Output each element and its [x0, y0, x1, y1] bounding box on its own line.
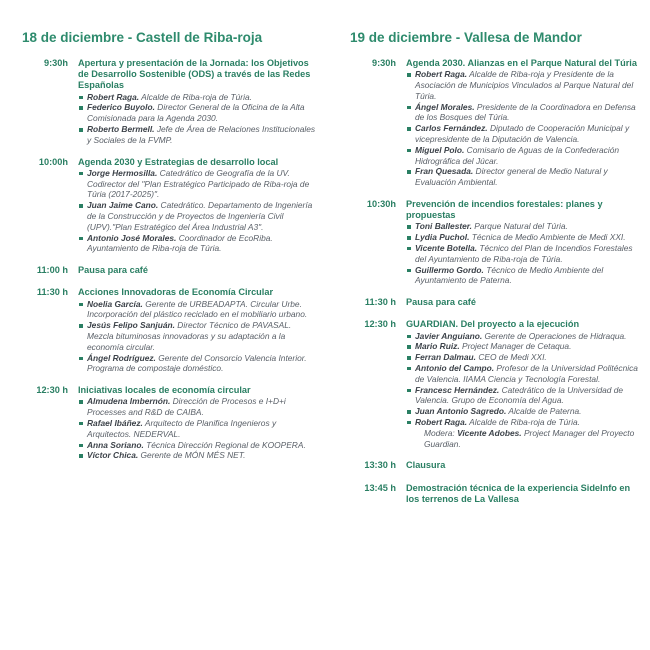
session: [350, 319, 642, 449]
speaker-role: Técnico del Plan de Incendios Forestales del Ayuntamiento de Riba-roja de Túria.: [415, 242, 633, 264]
speaker: [78, 168, 320, 200]
speaker-role: Gerente de Operaciones de Hidraqua.: [484, 330, 627, 341]
speaker-name: Francesc Hernández.: [415, 384, 500, 395]
speaker-role: Profesor de la Universidad Politécnica de Valencia. IIAMA Ciencia y Tecnología Forestal.: [415, 362, 638, 384]
moderator: [406, 428, 642, 450]
speaker-name: Antonio del Campo.: [415, 362, 495, 373]
session-time: 10:30h: [366, 198, 396, 209]
session-title: GUARDIAN. Del proyecto a la ejecución: [406, 319, 580, 330]
speaker: [406, 243, 642, 265]
session-break: [350, 297, 642, 308]
session-time: 11:30 h: [36, 287, 68, 298]
speaker: [78, 124, 320, 146]
session-time: 13:30 h: [364, 460, 396, 471]
session-title: Agenda 2030. Alianzas en el Parque Natural del Túria: [406, 58, 637, 68]
session-time: 11:30 h: [364, 297, 396, 308]
speaker-role: Dirección de Procesos e I+D+i Processes and R&D de CAIBA.: [87, 396, 286, 418]
session-time: 11:00 h: [36, 265, 68, 276]
speaker-role: Jefe de Área de Relaciones Institucionales y Sociales de la FVMP.: [87, 124, 316, 145]
speaker-name: Fran Quesada.: [415, 166, 474, 177]
speaker-name: Lydia Puchol.: [415, 232, 470, 243]
session-title: Acciones Innovadoras de Economía Circular: [78, 287, 274, 298]
session-time: 9:30h: [371, 58, 396, 68]
speaker-role: Técnico de Medio Ambiente del Ayuntamiento de Paterna.: [415, 264, 604, 286]
speaker-role: Director General de la Oficina de la Alta Comisionada para la Agenda 2030.: [87, 102, 305, 124]
speaker: [406, 331, 642, 342]
session: [22, 58, 320, 146]
session-title: Demostración técnica de la experiencia SideInfo en los terrenos de La Vallesa: [406, 482, 631, 504]
session-time: 10:00h: [38, 156, 68, 167]
speaker-name: Rafael Ibáñez.: [87, 417, 143, 428]
session: [350, 460, 642, 471]
speaker-name: Jesús Felipo Sanjuán.: [87, 320, 175, 331]
speaker-role: Alcalde de Riba-roja de Túria.: [141, 91, 252, 102]
speaker-name: Carlos Fernández.: [415, 123, 488, 134]
speaker: [406, 221, 642, 232]
speaker-role: Diputado de Cooperación Municipal y vicepresidente de la Diputación de Valencia.: [415, 123, 630, 144]
speaker-name: Mario Ruiz.: [415, 341, 460, 352]
speaker: [78, 440, 320, 451]
speaker-name: Miguel Polo.: [415, 144, 465, 155]
moderator-label: Modera:: [424, 427, 455, 438]
session-title: Iniciativas locales de economía circular: [78, 385, 251, 396]
speaker: [78, 396, 320, 418]
speaker-name: Federico Buyolo.: [87, 102, 155, 113]
speaker: [78, 418, 320, 440]
speaker-name: Ángel Rodríguez.: [87, 352, 156, 363]
speaker: [406, 123, 642, 145]
speaker-role: Director Técnico de PAVASAL. Mezcla bituminosas innovadoras y su adaptación a la economía circular.: [87, 320, 292, 352]
session-title: Pausa para café: [78, 265, 148, 276]
day2-column: [350, 30, 642, 516]
speaker-name: Anna Soriano.: [87, 439, 144, 450]
speaker-name: Javier Anguiano.: [415, 330, 483, 341]
speaker-name: Toni Ballester.: [415, 221, 472, 232]
session: [350, 58, 642, 188]
speaker-name: Jorge Hermosilla.: [87, 167, 158, 178]
speaker: [406, 166, 642, 188]
speaker-name: Ferran Dalmau.: [415, 352, 476, 363]
speaker: [406, 265, 642, 287]
speaker-name: Vicente Botella.: [415, 242, 478, 253]
speaker: [78, 353, 320, 375]
speaker-role: Gerente de MÓN MÉS NET.: [140, 450, 246, 461]
speaker-name: Juan Antonio Sagredo.: [415, 406, 507, 417]
day1-title: 18 de diciembre - Castell de Riba-roja: [22, 30, 263, 45]
speaker-name: Guillermo Gordo.: [415, 264, 484, 275]
speaker-role: Coordinador de EcoRiba. Ayuntamiento de Riba-roja de Túria.: [87, 232, 273, 254]
session: [22, 287, 320, 374]
speaker-role: Técnica Dirección Regional de KOOPERA.: [146, 439, 306, 450]
speaker-role: Alcalde de Riba-roja de Túria.: [469, 416, 580, 427]
speaker-name: Robert Raga.: [87, 91, 140, 102]
speaker-role: Parque Natural del Túria.: [474, 221, 568, 232]
day1-column: [22, 30, 320, 472]
speaker-role: Catedrático de la Universidad de Valencia. Grupo de Economía del Agua.: [415, 384, 624, 406]
session-time: 9:30h: [43, 58, 68, 68]
speaker-role: Project Manager de Cetaqua.: [462, 341, 572, 352]
session-title: Agenda 2030 y Estrategias de desarrollo local: [78, 156, 279, 167]
speaker: [78, 102, 320, 124]
session-time: 13:45 h: [364, 482, 396, 493]
session-title: Pausa para café: [406, 297, 476, 308]
speaker-role: Comisario de Aguas de la Confederación Hidrográfica del Júcar.: [415, 144, 620, 166]
speaker-name: Ángel Morales.: [415, 101, 475, 112]
session-break: [22, 265, 320, 276]
session: [22, 385, 320, 461]
speaker-role: Arquitecto de Planifica Ingenieros y Arquitectos. NEDERVAL.: [87, 417, 277, 439]
speaker-name: Almudena Imbernón.: [87, 396, 171, 407]
speaker-name: Robert Raga.: [415, 416, 468, 427]
session-title: Prevención de incendios forestales: planes y propuestas: [406, 198, 603, 221]
speaker: [406, 352, 642, 363]
speaker: [406, 341, 642, 352]
speaker-role: Técnica de Medio Ambiente de Medi XXI.: [471, 232, 626, 243]
speaker-role: Catedrático. Departamento de Ingeniería de la Construcción y de Proyectos de Ingeniería Civil (UPV)."Plan Estratégico del Área Industrial A3".: [87, 200, 313, 232]
session-time: 12:30 h: [364, 319, 396, 330]
session-time: 12:30 h: [36, 385, 68, 396]
speaker: [406, 385, 642, 407]
speaker: [406, 406, 642, 417]
day2-title: 19 de diciembre - Vallesa de Mandor: [350, 30, 582, 45]
speaker: [406, 69, 642, 101]
speaker: [78, 450, 320, 461]
speaker: [406, 232, 642, 243]
speaker-role: Catedrático de Geografía de la UV. Codirector del "Plan Estratégico Participado de Riba-roja de Túria (2017-2025)".: [87, 167, 310, 200]
speaker: [406, 417, 642, 428]
speaker-role: Director general de Medio Natural y Evaluación Ambiental.: [415, 166, 608, 188]
speaker-name: Víctor Chica.: [87, 450, 139, 461]
speaker: [78, 233, 320, 255]
speaker: [406, 145, 642, 167]
speaker: [406, 102, 642, 124]
speaker-role: Gerente de URBEADAPTA. Circular Urbe. Incorporación del plástico reciclado en el mobiliario urbano.: [87, 298, 308, 320]
speaker-name: Juan Jaime Cano.: [87, 200, 159, 211]
speaker-name: Robert Raga.: [415, 69, 468, 80]
session: [22, 157, 320, 255]
speaker: [406, 363, 642, 385]
speaker: [78, 200, 320, 232]
speaker-role: CEO de Medi XXI.: [478, 352, 547, 363]
speaker-role: Presidente de la Coordinadora en Defensa de los Bosques del Túria.: [415, 101, 636, 123]
speaker-name: Roberto Bermell.: [87, 124, 155, 134]
speaker-role: Alcalde de Riba-roja y Presidente de la Asociación de Municipios Vinculados al Parque Natural del Túria.: [415, 69, 634, 101]
speaker-name: Antonio José Morales.: [87, 232, 177, 243]
session: [350, 199, 642, 286]
moderator-role: Project Manager del Proyecto Guardian.: [424, 427, 635, 449]
speaker: [78, 320, 320, 352]
speaker-name: Noelia García.: [87, 298, 143, 309]
speaker: [78, 92, 320, 103]
moderator-name: Vicente Adobes.: [457, 427, 522, 438]
speaker-role: Alcalde de Paterna.: [508, 406, 582, 417]
session-title: Apertura y presentación de la Jornada: los Objetivos de Desarrollo Sostenible (ODS) a través de las Redes Españolas: [78, 58, 311, 91]
speaker-role: Gerente del Consorcio Valencia Interior. Programa de compostaje doméstico.: [87, 352, 307, 374]
session-title: Clausura: [406, 460, 446, 471]
speaker: [78, 299, 320, 321]
session: [350, 483, 642, 505]
